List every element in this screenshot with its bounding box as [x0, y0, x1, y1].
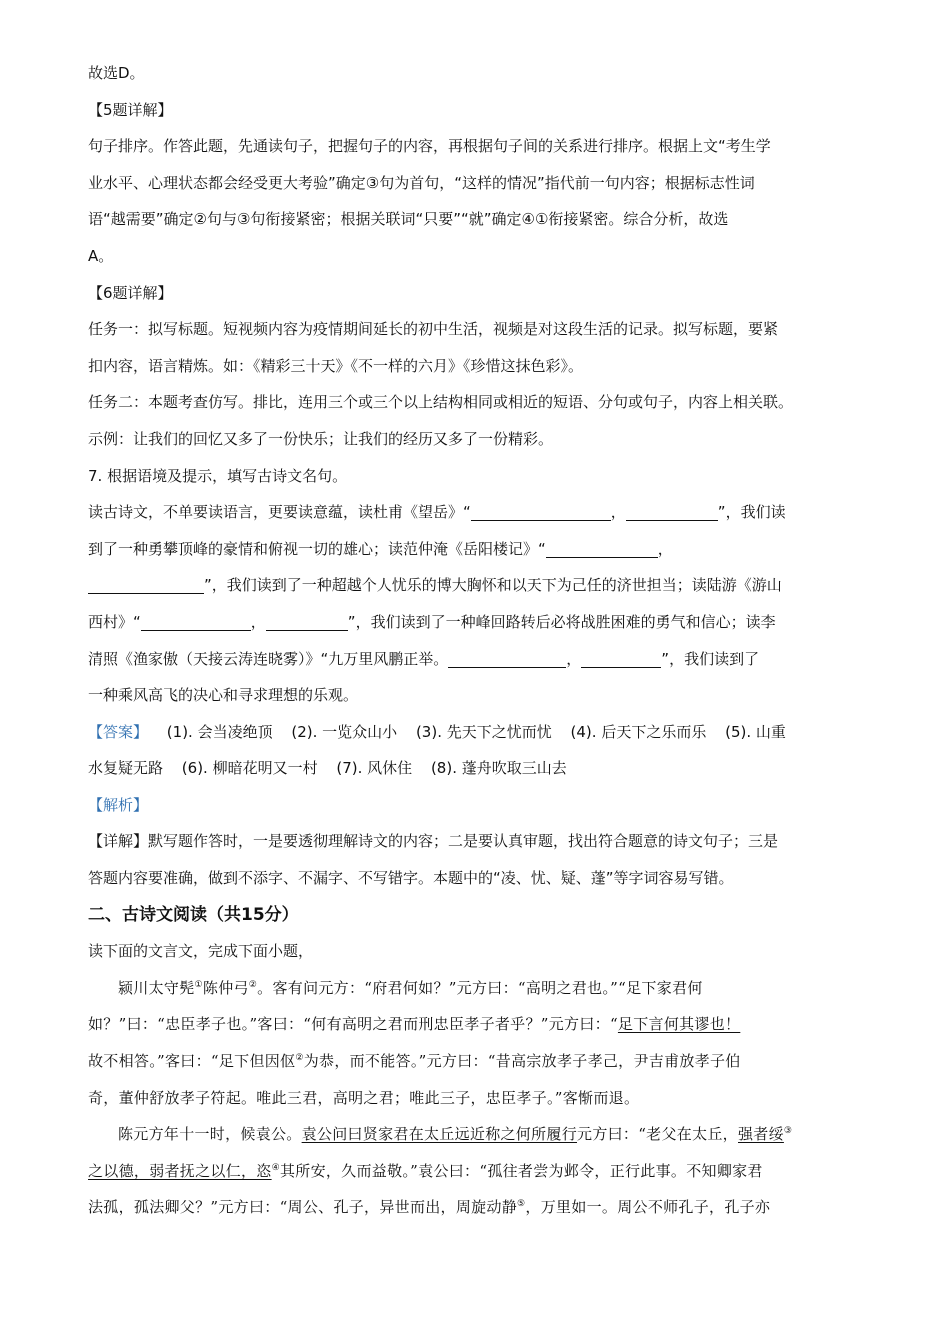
- q6-heading: 【6题详解】: [88, 283, 173, 302]
- q7-text: ”，我们读到了: [661, 649, 760, 668]
- passage-text: 颍川太守髡: [118, 978, 195, 997]
- q7-text: ”，我们读到了一种超越个人忧乐的博大胸怀和以天下为己任的济世担当；读陆游《游山: [204, 576, 782, 595]
- passage-line: [88, 1153, 862, 1190]
- passage-text: 陈元方年十一时，候袁公。: [118, 1125, 302, 1144]
- answer-item: (5). 山重: [725, 722, 786, 741]
- q7-detail-line: 【详解】默写题作答时，一是要透彻理解诗文的内容；二是要认真审题，找出符合题意的诗文句子；三是: [88, 832, 779, 851]
- q7-answer-line: [88, 714, 862, 751]
- q5-text-line: A。: [88, 246, 114, 265]
- footnote-marker: ②: [295, 1053, 304, 1064]
- answer-item: (7). 风休住: [336, 759, 413, 778]
- q5-heading: 【5题详解】: [88, 100, 173, 119]
- q7-text: ，: [657, 539, 673, 558]
- answer-item: (4). 后天下之乐而乐: [570, 722, 707, 741]
- passage-line: 奇，董仲舒放孝子符起。唯此三君，高明之君；唯此三子，忠臣孝子。”客惭而退。: [88, 1088, 640, 1107]
- passage-text: 。客有问元方：“府君何如？”元方曰：“高明之君也。”“足下家君何: [257, 978, 703, 997]
- q7-text: 西村》“: [88, 612, 141, 631]
- footnote-marker: ③: [783, 1126, 793, 1137]
- passage-line: [88, 1043, 862, 1080]
- passage-line: [88, 1116, 862, 1153]
- analysis-label: 【解析】: [88, 795, 149, 814]
- q7-prompt-line: [88, 604, 862, 641]
- passage-text: ”客曰：“足下但因伛: [157, 1052, 296, 1071]
- q5-text-line: 业水平、心理状态都会经受更大考验”确定③句为首句，“这样的情况”指代前一句内容；根据标志性词: [88, 173, 755, 192]
- q7-prompt-line: 一种乘风高飞的决心和寻求理想的乐观。: [88, 686, 359, 705]
- q4-conclusion: 故选D。: [88, 64, 145, 82]
- answer-item: (2). 一览众山小: [291, 722, 398, 741]
- underlined-sentence: 强者绥: [738, 1125, 784, 1144]
- q6-text-line: 示例：让我们的回忆又多了一份快乐；让我们的经历又多了一份精彩。: [88, 429, 554, 448]
- q7-text: 清照《渔家傲（天接云涛连晓雾）》“九万里风鹏正举。: [88, 649, 449, 668]
- section-intro: 读下面的文言文，完成下面小题，: [88, 942, 314, 961]
- q7-text: ”，我们读到了一种峰回路转后必将战胜困难的勇气和信心；读李: [347, 612, 776, 631]
- answer-item: (8). 蓬舟吹取三山去: [430, 759, 567, 778]
- answer-blank: [141, 610, 251, 631]
- underlined-sentence: 之以德，弱者抚之以仁，恣: [88, 1161, 272, 1180]
- section-title: 二、古诗文阅读（共15分）: [88, 904, 299, 925]
- q7-text: 到了一种勇攀顶峰的豪情和俯视一切的雄心；读范仲淹《岳阳楼记》“: [88, 539, 546, 558]
- passage-line: [88, 970, 862, 1007]
- passage-text: 为恭，而不能答。”元方曰：“昔高宗放孝子孝己，尹吉甫放孝子伯: [303, 1052, 741, 1071]
- footnote-marker: ⑤: [517, 1199, 526, 1210]
- q7-detail-line: 答题内容要准确，做到不添字、不漏字、不写错字。本题中的“凌、忧、疑、蓬”等字词容易写错。: [88, 869, 734, 888]
- q7-prompt-line: [88, 641, 862, 678]
- q6-text-line: 任务二：本题考查仿写。排比，连用三个或三个以上结构相同或相近的短语、分句或句子，内容上相关联。: [88, 393, 794, 412]
- q5-text-line: 语“越需要”确定②句与③句衔接紧密；根据关联词“只要”“就”确定④①衔接紧密。综合分析，故选: [88, 210, 729, 229]
- answer-blank: [266, 610, 348, 631]
- answer-blank: [581, 647, 661, 668]
- footnote-marker: ①: [194, 979, 203, 990]
- passage-text: 陈仲弓: [202, 978, 249, 997]
- answer-item: 水复疑无路: [88, 759, 164, 778]
- footnote-marker: ②: [248, 979, 258, 990]
- q6-text-line: 扣内容，语言精炼。如：《精彩三十天》《不一样的六月》《珍惜这抹色彩》。: [88, 356, 584, 375]
- q7-prompt-line: [88, 531, 862, 568]
- passage-text: ，万里如一。周公不师孔子，孔子亦: [525, 1198, 771, 1217]
- passage-line: [88, 1006, 862, 1043]
- passage-text: 元方曰：“老父在太丘，: [577, 1125, 738, 1144]
- answer-blank: [471, 500, 611, 521]
- underlined-sentence: 袁公问曰贤家君在太丘远近称之何所履行: [301, 1125, 578, 1144]
- q7-answer-line: [88, 750, 862, 787]
- q7-prompt-line: [88, 494, 862, 531]
- passage-text: 故不相答。: [88, 1052, 158, 1071]
- underlined-sentence: 足下言何其谬也！: [617, 1015, 741, 1034]
- answer-blank: [448, 647, 566, 668]
- q7-title: 7. 根据语境及提示，填写古诗文名句。: [88, 466, 348, 485]
- passage-text: 其所安，久而益敬。”袁公曰：“孤往者尝为邺令，正行此事。不知卿家君: [279, 1161, 763, 1180]
- answer-item: (1). 会当凌绝顶: [166, 722, 273, 741]
- passage-text: 如？”曰：“忠臣孝子也。”客曰：“何有高明之君而刑忠臣孝子者乎？”元方曰：“: [88, 1015, 618, 1034]
- answer-item: (3). 先天下之忧而忧: [415, 722, 552, 741]
- passage-line: [88, 1189, 862, 1226]
- footnote-marker: ④: [271, 1162, 280, 1173]
- answer-label: 【答案】: [88, 722, 149, 741]
- answer-blank: [88, 573, 204, 594]
- q7-text: 读古诗文，不单要读语言，更要读意蕴，读杜甫《望岳》“: [88, 503, 471, 522]
- answer-blank: [626, 500, 718, 521]
- passage-text: 法孤，孤法卿父？”元方曰：“周公、孔子，异世而出，周旋动静: [88, 1198, 518, 1217]
- q7-text: ，: [250, 612, 266, 631]
- q7-text: ，: [610, 503, 626, 522]
- q7-text: ”，我们读: [717, 503, 786, 522]
- answer-blank: [546, 537, 658, 558]
- answer-item: (6). 柳暗花明又一村: [181, 759, 318, 778]
- q6-text-line: 任务一：拟写标题。短视频内容为疫情期间延长的初中生活，视频是对这段生活的记录。拟写标题，要紧: [88, 320, 779, 339]
- q7-prompt-line: [88, 567, 862, 604]
- q7-text: ，: [566, 649, 582, 668]
- q5-text-line: 句子排序。作答此题，先通读句子，把握句子的内容，再根据句子间的关系进行排序。根据上文“考生学: [88, 137, 771, 156]
